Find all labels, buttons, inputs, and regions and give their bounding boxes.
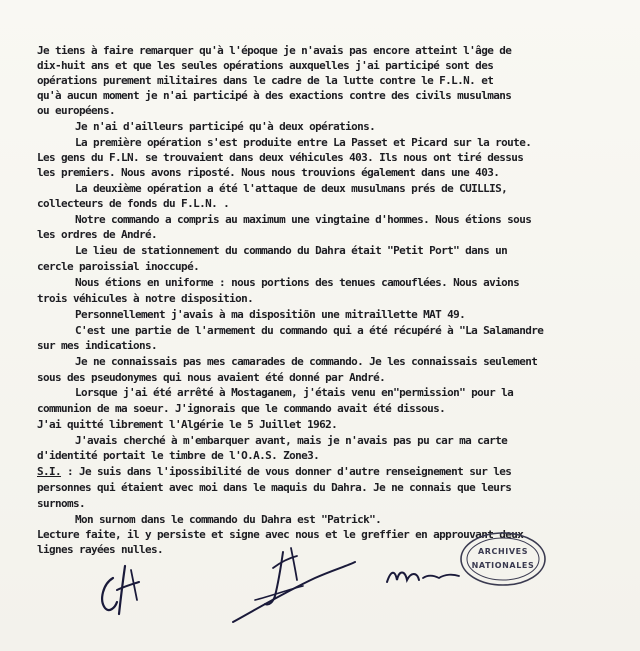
text-line: J'ai quitté librement l'Algérie le 5 Juillet 1962. — [37, 418, 338, 431]
text-line: communion de ma soeur. J'ignorais que le commando avait été dissous. — [37, 402, 446, 415]
signature-middle — [225, 540, 360, 630]
text-line: collecteurs de fonds du F.L.N. . — [37, 197, 230, 210]
si-abbreviation: S.I. — [37, 465, 62, 478]
text-line: personnes qui étaient avec moi dans le maquis du Dahra. Je ne connais que leurs — [37, 481, 512, 494]
text-line: qu'à aucun moment je n'ai participé à des exactions contre des civils musulmans — [37, 89, 512, 102]
text-line: Le lieu de stationnement du commando du Dahra était "Petit Port" dans un — [75, 244, 508, 257]
text-line: surnoms. — [37, 497, 86, 510]
text-line: sous des pseudonymes qui nous avaient été donné par André. — [37, 371, 386, 384]
text-line: les ordres de André. — [37, 228, 158, 241]
text-line: d'identité portait le timbre de l'O.A.S. Zone3. — [37, 449, 320, 462]
text-line-continuation: : Je suis dans l'ipossibilité de vous donner d'autre renseignement sur les — [61, 465, 512, 478]
signature-right — [383, 560, 463, 590]
text-line: Je ne connaissais pas mes camarades de commando. Je les connaissais seulement — [75, 355, 538, 368]
text-line: Les gens du F.LN. se trouvaient dans deux véhicules 403. Ils nous ont tiré dessus — [37, 151, 524, 164]
signature-left — [95, 560, 155, 620]
text-line: Lecture faite, il y persiste et signe avec nous et le greffier en approuvant deux — [37, 528, 524, 541]
text-line: Je n'ai d'ailleurs participé qu'à deux opérations. — [75, 120, 376, 133]
stamp-text-line1: ARCHIVES — [477, 547, 529, 556]
text-line: ou européens. — [37, 104, 116, 117]
text-line: Mon surnom dans le commando du Dahra est "Patrick". — [75, 513, 382, 526]
text-line: La première opération s'est produite entre La Passet et Picard sur la route. — [75, 136, 532, 149]
text-line: lignes rayées nulles. — [37, 543, 164, 556]
text-line: dix-huit ans et que les seules opérations auxquelles j'ai participé sont des — [37, 59, 494, 72]
text-line: Personnellement j'avais à ma dispositiõn une mitraillette MAT 49. — [75, 308, 466, 321]
text-line: cercle paroissial inoccupé. — [37, 260, 200, 273]
text-line: Lorsque j'ai été arrêté à Mostaganem, j'étais venu en"permission" pour la — [75, 386, 514, 399]
text-line: les premiers. Nous avons riposté. Nous nous trouvions également dans une 403. — [37, 166, 500, 179]
text-line: Notre commando a compris au maximum une vingtaine d'hommes. Nous étions sous — [75, 213, 532, 226]
text-line — [37, 465, 511, 478]
text-line: opérations purement militaires dans le cadre de la lutte contre le F.L.N. et — [37, 74, 494, 87]
text-line: La deuxième opération a été l'attaque de deux musulmans prés de CUILLIS, — [75, 182, 508, 195]
archives-nationales-stamp — [458, 530, 548, 588]
text-line: C'est une partie de l'armement du commando qui a été récupéré à "La Salamandre — [75, 324, 544, 337]
text-line: J'avais cherché à m'embarquer avant, mais je n'avais pas pu car ma carte — [75, 434, 508, 447]
text-line: trois véhicules à notre disposition. — [37, 292, 254, 305]
text-line: Je tiens à faire remarquer qu'à l'époque je n'avais pas encore atteint l'âge de — [37, 44, 512, 57]
stamp-text-line2: NATIONALES — [471, 561, 535, 570]
text-line: sur mes indications. — [37, 339, 158, 352]
text-line: Nous étions en uniforme : nous portions des tenues camouflées. Nous avions — [75, 276, 520, 289]
